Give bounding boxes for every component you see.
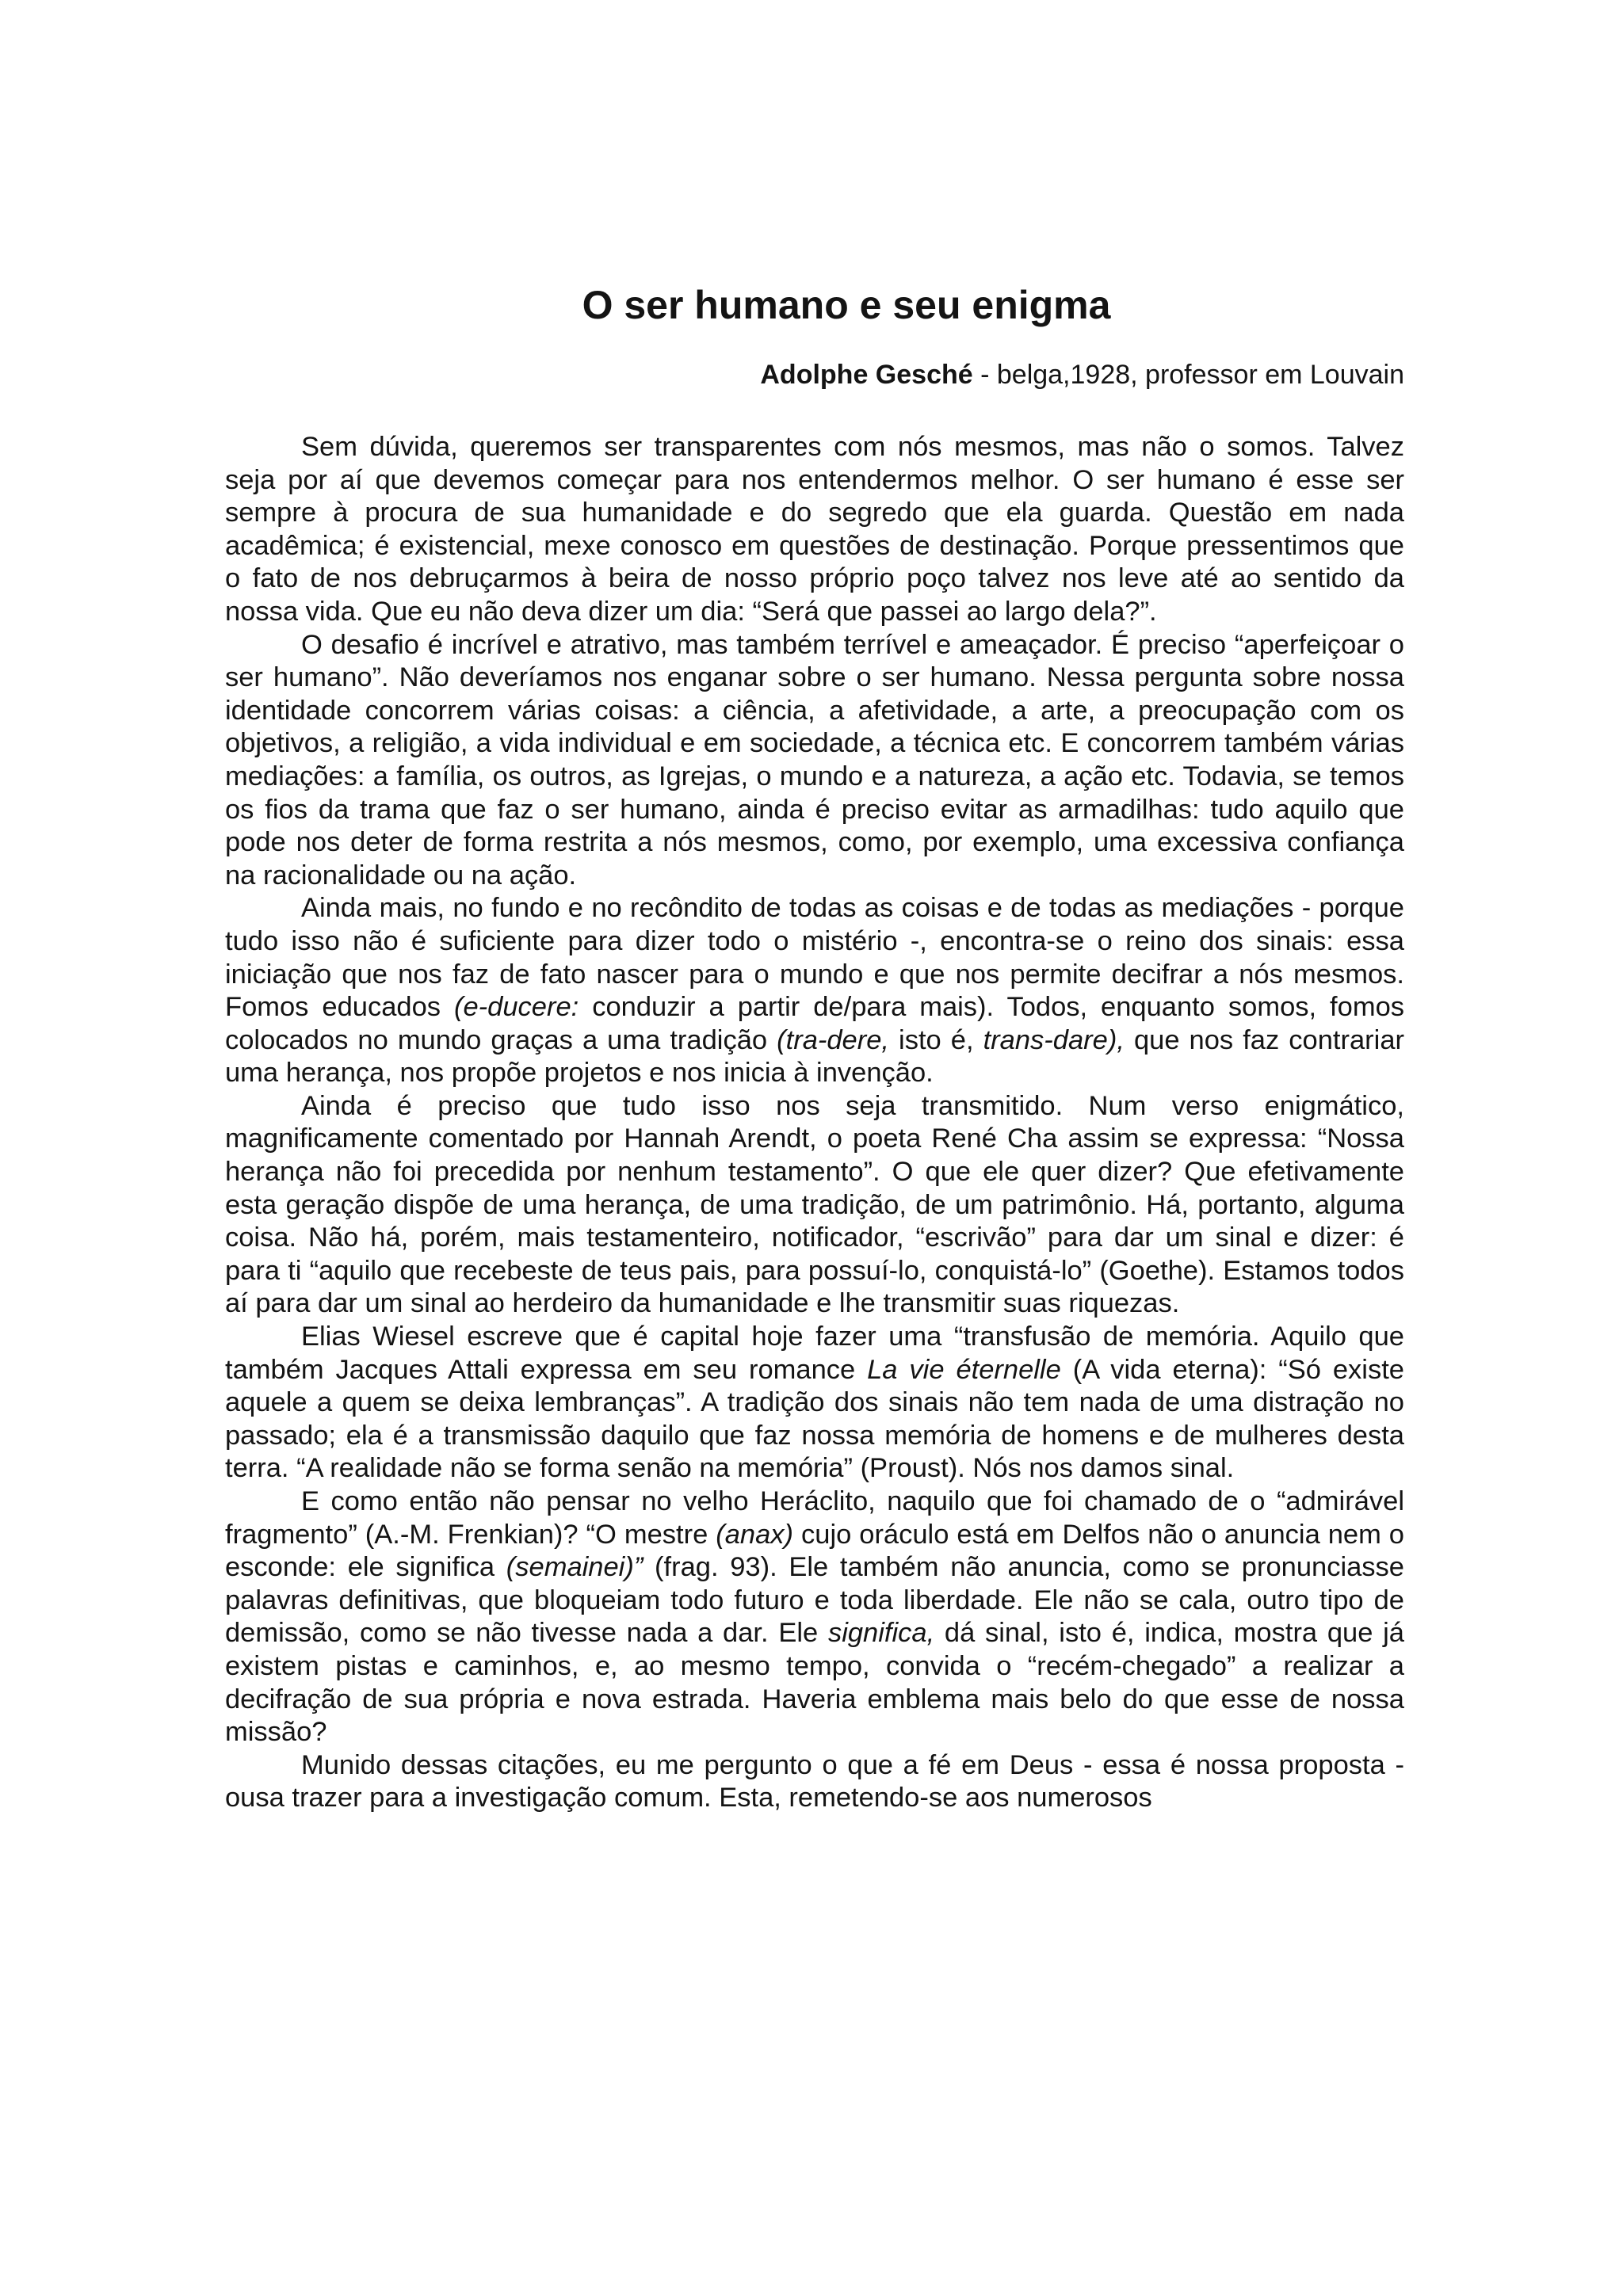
document-page	[225, 285, 1404, 1815]
italic-text: (tra-dere,	[777, 1024, 889, 1055]
paragraph	[225, 629, 1404, 893]
paragraph	[225, 1486, 1404, 1749]
paragraph	[225, 1749, 1404, 1815]
italic-text: La vie éternelle	[867, 1354, 1061, 1385]
author-line	[225, 361, 1404, 388]
author-info: - belga,1928, professor em Louvain	[972, 360, 1404, 390]
italic-text: significa,	[827, 1618, 935, 1649]
italic-text: (anax)	[716, 1519, 794, 1550]
document-title: O ser humano e seu enigma	[582, 283, 1111, 327]
paragraph-text: (A vida eterna): “Só existe aquele a quem se deixa lembranças”. A tradição dos sinais não tem nada de uma distração no passado; ela é a transmissão daquilo que faz nossa memória de homens e de mulheres desta terra. “A realidade não se forma senão na memória” (Proust). Nós nos damos sinal.	[225, 1354, 1404, 1484]
paragraph-text: conduzir a partir de/para mais). Todos, enquanto somos, fomos colocados no mundo graças a uma tradição	[225, 992, 1405, 1055]
paragraph-text: dá sinal, isto é, indica, mostra que já existem pistas e caminhos, e, ao mesmo tempo, convida o “recém-chegado” a realizar a decifração de sua própria e nova estrada. Haveria emblema mais belo do que esse de nossa missão?	[225, 1618, 1404, 1748]
paragraph-text: (frag. 93). Ele também não anuncia, como se pronunciasse palavras definitivas, que bloqueiam todo futuro e toda liberdade. Ele não se cala, outro tipo de demissão, como se não tivesse nada a dar. Ele	[225, 1552, 1404, 1649]
paragraph-text: Ainda mais, no fundo e no recôndito de todas as coisas e de todas as mediações - porque tudo isso não é suficiente para dizer todo o mistério -, encontra-se o reino dos sinais: essa iniciação que nos faz de fato nascer para o mundo e que nos permite decifrar a nós mesmos. Fomos educados	[225, 893, 1404, 1023]
paragraph-text: isto é,	[889, 1024, 983, 1055]
paragraph-text: Sem dúvida, queremos ser transparentes com nós mesmos, mas não o somos. Talvez seja por aí que devemos começar para nos entendermos melhor. O ser humano é esse ser sempre à procura de sua humanidade e do segredo que ela guarda. Questão em nada acadêmica; é existencial, mexe conosco em questões de destinação. Porque pressentimos que o fato de nos debruçarmos à beira de nosso próprio poço talvez nos leve até ao sentido da nossa vida. Que eu não deva dizer um dia: “Será que passei ao largo dela?”.	[225, 432, 1404, 627]
paragraph-text: Munido dessas citações, eu me pergunto o que a fé em Deus - essa é nossa proposta - ousa trazer para a investigação comum. Esta, remetendo-se aos numerosos	[225, 1749, 1404, 1814]
paragraph-text: cujo oráculo está em Delfos não o anuncia nem o esconde: ele significa	[225, 1519, 1404, 1583]
paragraph	[225, 1321, 1404, 1486]
paragraph	[225, 892, 1404, 1090]
paragraph-text: que nos faz contrariar uma herança, nos propõe projetos e nos inicia à invenção.	[225, 1024, 1405, 1089]
paragraph-text: Elias Wiesel escreve que é capital hoje fazer uma “transfusão de memória. Aquilo que também Jacques Attali expressa em seu romance	[225, 1322, 1404, 1385]
paragraph	[225, 431, 1404, 629]
italic-text: (semainei)”	[506, 1552, 643, 1583]
document-body	[225, 431, 1404, 1815]
author-name: Adolphe Gesché	[760, 360, 973, 390]
paragraph-text: Ainda é preciso que tudo isso nos seja transmitido. Num verso enigmático, magnificamente comentado por Hannah Arendt, o poeta René Cha assim se expressa: “Nossa herança não foi precedida por nenhum testamento”. O que ele quer dizer? Que efetivamente esta geração dispõe de uma herança, de uma tradição, de um patrimônio. Há, portanto, alguma coisa. Não há, porém, mais testamenteiro, notificador, “escrivão” para dar um sinal e dizer: é para ti “aquilo que recebeste de teus pais, para possuí-lo, conquistá-lo” (Goethe). Estamos todos aí para dar um sinal ao herdeiro da humanidade e lhe transmitir suas riquezas.	[225, 1090, 1404, 1319]
paragraph	[225, 1090, 1404, 1321]
italic-text: trans-dare),	[983, 1024, 1125, 1055]
italic-text: (e-ducere:	[453, 992, 579, 1023]
paragraph-text: O desafio é incrível e atrativo, mas também terrível e ameaçador. É preciso “aperfeiçoar o ser humano”. Não deveríamos nos enganar sobre o ser humano. Nessa pergunta sobre nossa identidade concorrem várias coisas: a ciência, a afetividade, a arte, a preocupação com os objetivos, a religião, a vida individual e em sociedade, a técnica etc. E concorrem também várias mediações: a família, os outros, as Igrejas, o mundo e a natureza, a ação etc. Todavia, se temos os fios da trama que faz o ser humano, ainda é preciso evitar as armadilhas: tudo aquilo que pode nos deter de forma restrita a nós mesmos, como, por exemplo, uma excessiva confiança na racionalidade ou na ação.	[225, 629, 1404, 891]
paragraph-text: E como então não pensar no velho Heráclito, naquilo que foi chamado de o “admirável fragmento” (A.-M. Frenkian)? “O mestre	[225, 1486, 1404, 1550]
